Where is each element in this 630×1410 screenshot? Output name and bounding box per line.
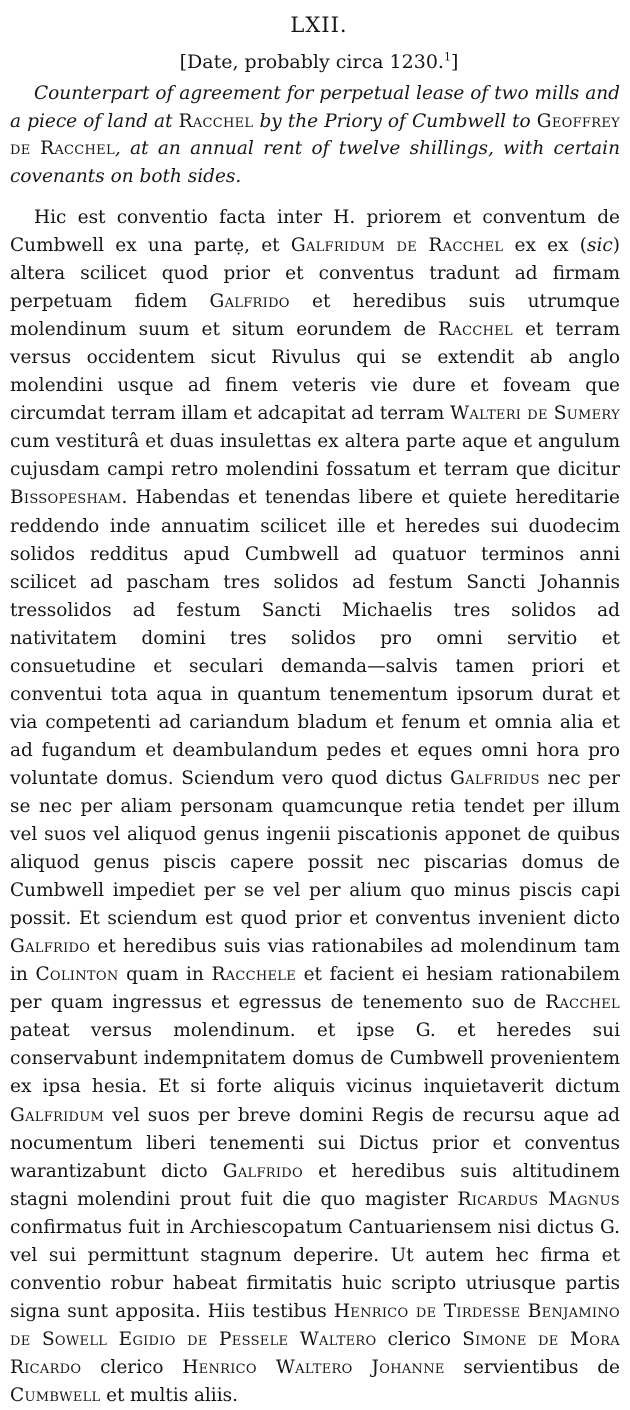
- text-segment: by the Priory of Cumbwell to: [253, 110, 537, 132]
- text-segment: et multis aliis.: [100, 1384, 238, 1406]
- proper-name: Galfrido: [209, 291, 290, 313]
- proper-name: Galfrido: [222, 1160, 303, 1182]
- text-segment: et heredibus suis altitudinem stagni molendini prout fuit die quo magister: [10, 1160, 620, 1210]
- text-segment: ) altera scilicet quod prior et conventus tradunt ad firmam perpetuam fidem: [10, 235, 620, 313]
- text-segment: cum vestiturâ et duas insulettas ex altera parte aque et angulum cujusdam campi retro molendini fossatum et terram que dicitur: [10, 431, 620, 481]
- date-close-bracket: ]: [450, 51, 459, 73]
- date-text: [Date, probably circa 1230.: [179, 51, 444, 73]
- proper-name: Henrico Waltero Johanne: [182, 1356, 445, 1378]
- text-segment: pateat versus molendinum. et ipse G. et heredes sui conservabunt indempnitatem domus de Cumbwell provenientem ex ipsa hesia. Et si forte aliquis vicinus inquietaverit dictum: [10, 1020, 620, 1098]
- text-segment: et facient ei hesiam rationabilem per quam ingressus et egressus de tenemento suo de: [10, 964, 621, 1014]
- text-segment: quam in: [118, 964, 212, 986]
- proper-name: Ricardus Magnus: [457, 1188, 620, 1210]
- proper-name: Bissopesham: [10, 487, 122, 509]
- text-segment: ex ex (: [503, 235, 587, 257]
- charter-body: [10, 204, 620, 1410]
- proper-name: Walteri de Sumery: [450, 403, 620, 425]
- charter-summary: [10, 80, 620, 190]
- text-segment: confirmatus fuit in Archiescopatum Cantuariensem nisi dictus G. vel sui permittunt stagnum deperire. Ut autem hec firma et conventio robur habeat firmitatis huic scripto utriusque partis signa sunt apposita. Hiis testibus: [10, 1216, 620, 1322]
- proper-name: Galfrido: [10, 936, 91, 958]
- text-segment: et heredibus suis utrumque molendinum suum et situm eorundem de: [10, 291, 620, 341]
- proper-name: Galfridum: [10, 1104, 105, 1126]
- proper-name: Geoffrey de Racchel: [10, 110, 621, 159]
- proper-name: Simone de Mora Ricardo: [10, 1328, 620, 1378]
- text-segment: nec per se nec per aliam personam quamcunque retia tendet per illum vel suos vel aliquod genus ingenii piscationis apponet de quibus aliquod genus piscis capere possit nec piscarias domus de Cumbwell impediet per se vel per alium quo minus piscis capi possit. Et sciendum est quod prior et conventus invenient dicto: [10, 767, 620, 930]
- text-segment: vel suos per breve domini Regis de recursu aque ad nocumentum liberi tenementi sui Dictus prior et conventus warantizabunt dicto: [10, 1104, 620, 1182]
- charter-date: [18, 49, 620, 75]
- proper-name: Galfridum de Racchel: [290, 235, 504, 257]
- proper-name: Racchele: [211, 964, 297, 986]
- text-segment: , at an annual rent of twelve shillings, with certain covenants on both sides.: [10, 138, 620, 187]
- proper-name: Henrico de Tirdesse Benjamino de Sowell Egidio de Pessele Waltero: [10, 1300, 620, 1350]
- proper-name: Cumbwell: [10, 1384, 101, 1406]
- proper-name: Colinton: [35, 964, 119, 986]
- text-segment: Hic est conventio facta inter H. priorem et conventum de Cumbwell ex una partẹ, et: [10, 207, 620, 257]
- text-segment: clerico: [376, 1328, 463, 1350]
- charter-number: LXII.: [290, 13, 348, 37]
- editorial-note: sic: [587, 235, 613, 257]
- text-segment: Counterpart of agreement for perpetual lease of two mills and a piece of land at: [10, 83, 620, 132]
- text-segment: clerico: [81, 1356, 183, 1378]
- proper-name: Racchel: [545, 992, 620, 1014]
- proper-name: Racchel: [178, 110, 254, 132]
- text-segment: et heredibus suis vias rationabiles ad molendinum tam in: [10, 936, 620, 986]
- footnote-marker: 1: [443, 50, 451, 64]
- text-segment: servientibus de: [444, 1356, 620, 1378]
- proper-name: Galfridus: [450, 767, 540, 789]
- proper-name: Racchel: [438, 319, 513, 341]
- text-segment: et terram versus occidentem sicut Rivulus qui se extendit ab anglo molendini usque ad finem veteris vie dure et foveam que circumdat terram illam et adcapitat ad terram: [10, 319, 621, 425]
- text-segment: . Habendas et tenendas libere et quiete hereditarie reddendo inde annuatim scilicet ille et heredes sui duodecim solidos redditus apud Cumbwell ad quatuor terminos anni scilicet ad pascham tres solidos ad festum Sancti Johannis tressolidos ad festum Sancti Michaelis tres solidos ad nativitatem domini tres solidos pro omni servitio et consuetudine et seculari demanda—salvis tamen priori et conventui tota aqua in quantum tenementum ipsorum durat et via competenti ad cariandum bladum et fenum et omnia alia et ad fugandum et deambulandum pedes et eques omni hora pro voluntate domus. Sciendum vero quod dictus: [10, 487, 620, 789]
